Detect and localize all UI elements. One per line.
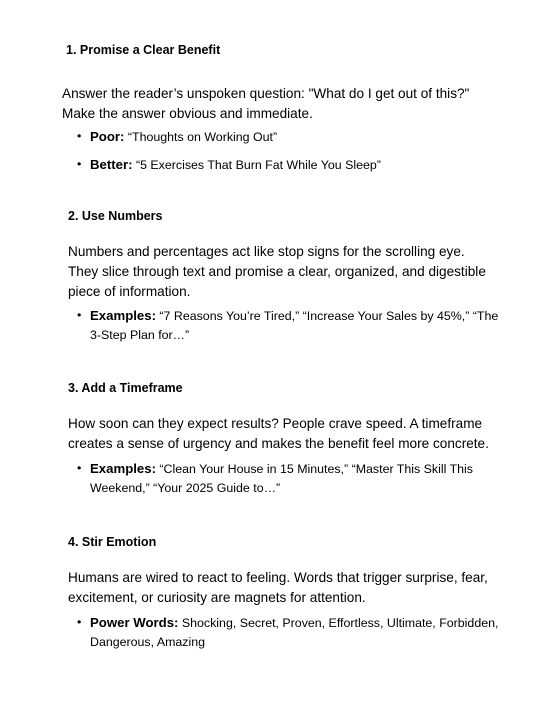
bullet-label: Power Words: bbox=[90, 615, 179, 630]
bullet-text: “Clean Your House in 15 Minutes,” “Master This Skill This Weekend,” “Your 2025 Guide to…” bbox=[90, 462, 473, 495]
list-item bbox=[62, 155, 502, 175]
section-heading-add-timeframe: 3. Add a Timeframe bbox=[68, 381, 183, 395]
bullet-icon: • bbox=[77, 157, 82, 171]
list-item bbox=[62, 306, 502, 345]
section-body-promise-benefit: Answer the reader’s unspoken question: "What do I get out of this?" Make the answer obvious and immediate. bbox=[62, 86, 470, 121]
section-body-add-timeframe: How soon can they expect results? People crave speed. A timeframe creates a sense of urgency and makes the benefit feel more concrete. bbox=[68, 416, 489, 451]
list-item bbox=[62, 613, 502, 652]
section-heading-stir-emotion: 4. Stir Emotion bbox=[68, 535, 157, 549]
bullet-text: “7 Reasons You’re Tired,” “Increase Your Sales by 45%,” “The 3-Step Plan for…” bbox=[90, 309, 499, 342]
bullet-label: Examples: bbox=[90, 308, 156, 323]
bullet-text: “5 Exercises That Burn Fat While You Sleep” bbox=[132, 158, 381, 172]
bullet-text: “Thoughts on Working Out” bbox=[124, 130, 278, 144]
section-body-stir-emotion: Humans are wired to react to feeling. Words that trigger surprise, fear, excitement, or curiosity are magnets for attention. bbox=[68, 570, 488, 605]
list-item bbox=[62, 459, 502, 498]
bullet-list-promise-benefit bbox=[62, 127, 502, 183]
bullet-list-stir-emotion bbox=[62, 613, 502, 660]
section-heading-promise-benefit: 1. Promise a Clear Benefit bbox=[66, 43, 221, 57]
bullet-icon: • bbox=[77, 129, 82, 143]
bullet-icon: • bbox=[77, 308, 82, 322]
bullet-list-add-timeframe bbox=[62, 459, 502, 506]
bullet-label: Poor: bbox=[90, 129, 125, 144]
section-heading-use-numbers: 2. Use Numbers bbox=[68, 209, 163, 223]
bullet-icon: • bbox=[77, 461, 82, 475]
bullet-icon: • bbox=[77, 615, 82, 629]
bullet-label: Examples: bbox=[90, 461, 156, 476]
section-body-use-numbers: Numbers and percentages act like stop signs for the scrolling eye. They slice through text and promise a clear, organized, and digestible piece of information. bbox=[68, 244, 486, 299]
bullet-text: Shocking, Secret, Proven, Effortless, Ultimate, Forbidden, Dangerous, Amazing bbox=[90, 616, 499, 649]
list-item bbox=[62, 127, 502, 147]
bullet-label: Better: bbox=[90, 157, 133, 172]
bullet-list-use-numbers bbox=[62, 306, 502, 353]
